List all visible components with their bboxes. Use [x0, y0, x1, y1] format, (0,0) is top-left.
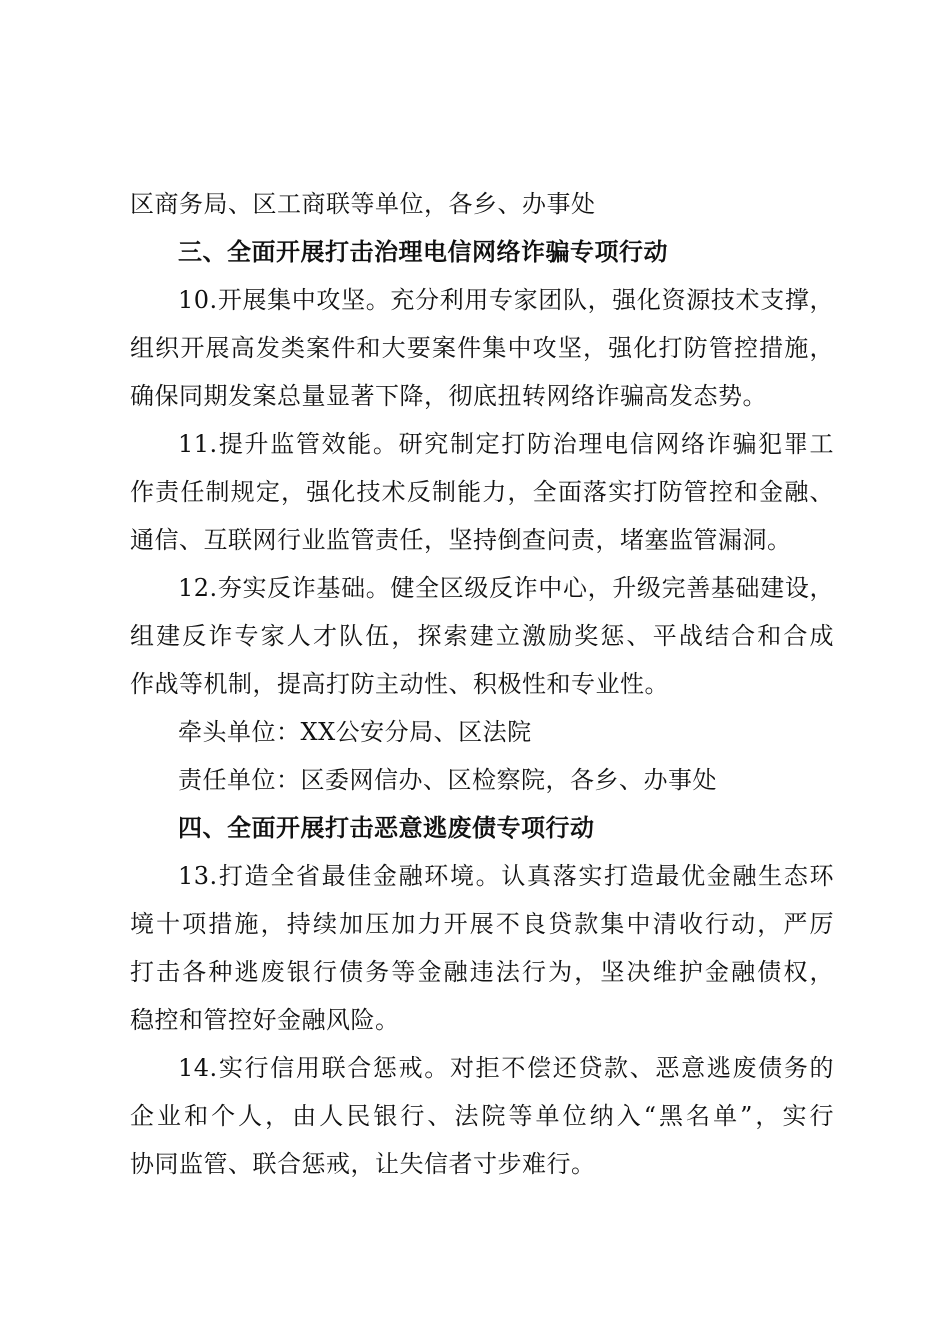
- paragraph-item-10: [130, 276, 834, 420]
- document-body: [130, 180, 834, 1188]
- paragraph-line: 13.打造全省最佳金融环境。认真落实打造最优金融生态环: [178, 862, 834, 890]
- paragraph-line: 14.实行信用联合惩戒。对拒不偿还贷款、恶意逃废债务的: [178, 1054, 834, 1082]
- paragraph-line: 境十项措施，持续加压加力开展不良贷款集中清收行动，严厉: [130, 910, 834, 938]
- continuation-line: 区商务局、区工商联等单位，各乡、办事处: [130, 190, 596, 218]
- paragraph-line: 协同监管、联合惩戒，让失信者寸步难行。: [130, 1150, 596, 1178]
- paragraph-line: 11.提升监管效能。研究制定打防治理电信网络诈骗犯罪工: [178, 430, 834, 458]
- paragraph-line: 企业和个人，由人民银行、法院等单位纳入“黑名单”，实行: [130, 1102, 834, 1130]
- lead-units-line: 牵头单位：XX公安分局、区法院: [178, 718, 532, 746]
- paragraph-line: 组织开展高发类案件和大要案件集中攻坚，强化打防管控措施，: [130, 334, 834, 362]
- paragraph-item-14: [130, 1044, 834, 1188]
- paragraph-item-11: [130, 420, 834, 564]
- paragraph-line: 稳控和管控好金融风险。: [130, 1006, 400, 1034]
- paragraph-item-13: [130, 852, 834, 1044]
- section-heading-3: 三、全面开展打击治理电信网络诈骗专项行动: [178, 238, 668, 266]
- paragraph-item-12: [130, 564, 834, 708]
- paragraph-line: 作战等机制，提高打防主动性、积极性和专业性。: [130, 670, 669, 698]
- section-heading-4: 四、全面开展打击恶意逃废债专项行动: [178, 814, 595, 842]
- paragraph-line: 12.夯实反诈基础。健全区级反诈中心，升级完善基础建设，: [178, 574, 834, 602]
- paragraph-line: 通信、互联网行业监管责任，坚持倒查问责，堵塞监管漏洞。: [130, 526, 792, 554]
- paragraph-line: 10.开展集中攻坚。充分利用专家团队，强化资源技术支撑，: [178, 286, 834, 314]
- paragraph-line: 组建反诈专家人才队伍，探索建立激励奖惩、平战结合和合成: [130, 622, 834, 650]
- responsible-units-line: 责任单位：区委网信办、区检察院，各乡、办事处: [178, 766, 717, 794]
- paragraph-line: 作责任制规定，强化技术反制能力，全面落实打防管控和金融、: [130, 478, 834, 506]
- paragraph-line: 打击各种逃废银行债务等金融违法行为，坚决维护金融债权，: [130, 958, 834, 986]
- paragraph-line: 确保同期发案总量显著下降，彻底扭转网络诈骗高发态势。: [130, 382, 767, 410]
